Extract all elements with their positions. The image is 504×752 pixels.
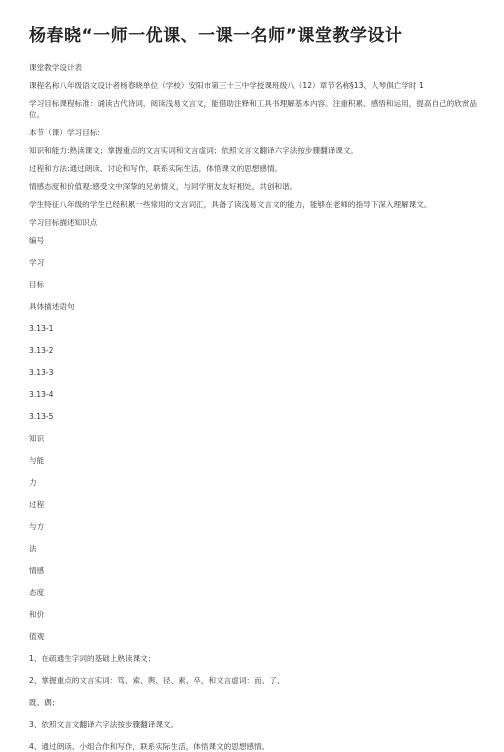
table-cell: 情感 bbox=[29, 566, 45, 575]
student-traits: 学生特征八年级的学生已经积累一些常用的文言词汇，具备了读浅易文言文的能力，能够在老师的指导下深入理解课文。 bbox=[29, 200, 432, 209]
table-cell: 值观 bbox=[29, 632, 45, 641]
goal-process: 过程和方法:通过朗读、讨论和写作，联系实际生活，体悟课文的思想感情。 bbox=[29, 164, 283, 173]
table-cell: 3.13-1 bbox=[29, 324, 54, 333]
table-cell: 力 bbox=[29, 478, 37, 487]
objective-item: 1、在疏通生字词的基础上熟读课文； bbox=[29, 654, 156, 663]
lesson-goals-heading: 本节（课）学习目标: bbox=[29, 128, 100, 137]
table-cell: 和价 bbox=[29, 610, 45, 619]
objective-item: 4、通过朗读、小组合作和写作，联系实际生活，体悟课文的思想感情。 bbox=[29, 742, 270, 751]
objective-item: 既、偶； bbox=[29, 698, 60, 707]
objective-item: 3、依照文言文翻译六字法按步骤翻译课文。 bbox=[29, 720, 179, 729]
table-cell: 法 bbox=[29, 544, 37, 553]
curriculum-standard: 学习目标课程标准：诵读古代诗词，阅读浅易文言文，能借助注释和工具书理解基本内容。注重积累、感悟和运用，提高自己的欣赏品位。 bbox=[29, 99, 478, 119]
table-caption: 课堂教学设计表 bbox=[29, 63, 83, 72]
intro-section bbox=[29, 62, 492, 228]
goal-emotion: 情感态度和价值观:感受文中深挚的兄弟情义，与同学朋友友好相处，共创和谐。 bbox=[29, 182, 298, 191]
table-cell: 具体描述语句 bbox=[29, 302, 75, 311]
table-cell: 学习 bbox=[29, 258, 45, 267]
table-cell: 3.13-4 bbox=[29, 390, 54, 399]
table-cell: 3.13-5 bbox=[29, 412, 54, 421]
table-cell: 与方 bbox=[29, 522, 45, 531]
flattened-table bbox=[29, 235, 492, 752]
table-cell: 目标 bbox=[29, 280, 45, 289]
table-cell: 与能 bbox=[29, 456, 45, 465]
table-cell: 3.13-2 bbox=[29, 346, 54, 355]
table-cell: 3.13-3 bbox=[29, 368, 54, 377]
table-cell: 编号 bbox=[29, 236, 45, 245]
table-cell: 过程 bbox=[29, 500, 45, 509]
table-cell: 态度 bbox=[29, 588, 45, 597]
course-info: 课程名称八年级语文设计者杨春晓单位（学校）安阳市第三十三中学授课班级八（12）章节名称§13、人琴俱亡学时 1 bbox=[29, 81, 424, 90]
objective-item: 2、掌握重点的文言实词：笃、索、舆、径、素、卒，和文言虚词：而、了、 bbox=[29, 676, 285, 685]
goal-description-heading: 学习目标描述知识点 bbox=[29, 218, 98, 227]
table-cell: 知识 bbox=[29, 434, 45, 443]
page-title: 杨春晓“一师一优课、一课一名师”课堂教学设计 bbox=[29, 26, 403, 46]
goal-knowledge: 知识和能力:熟读课文；掌握重点的文言实词和文言虚词；依照文言文翻译六字法按步骤翻译课文。 bbox=[29, 146, 359, 155]
